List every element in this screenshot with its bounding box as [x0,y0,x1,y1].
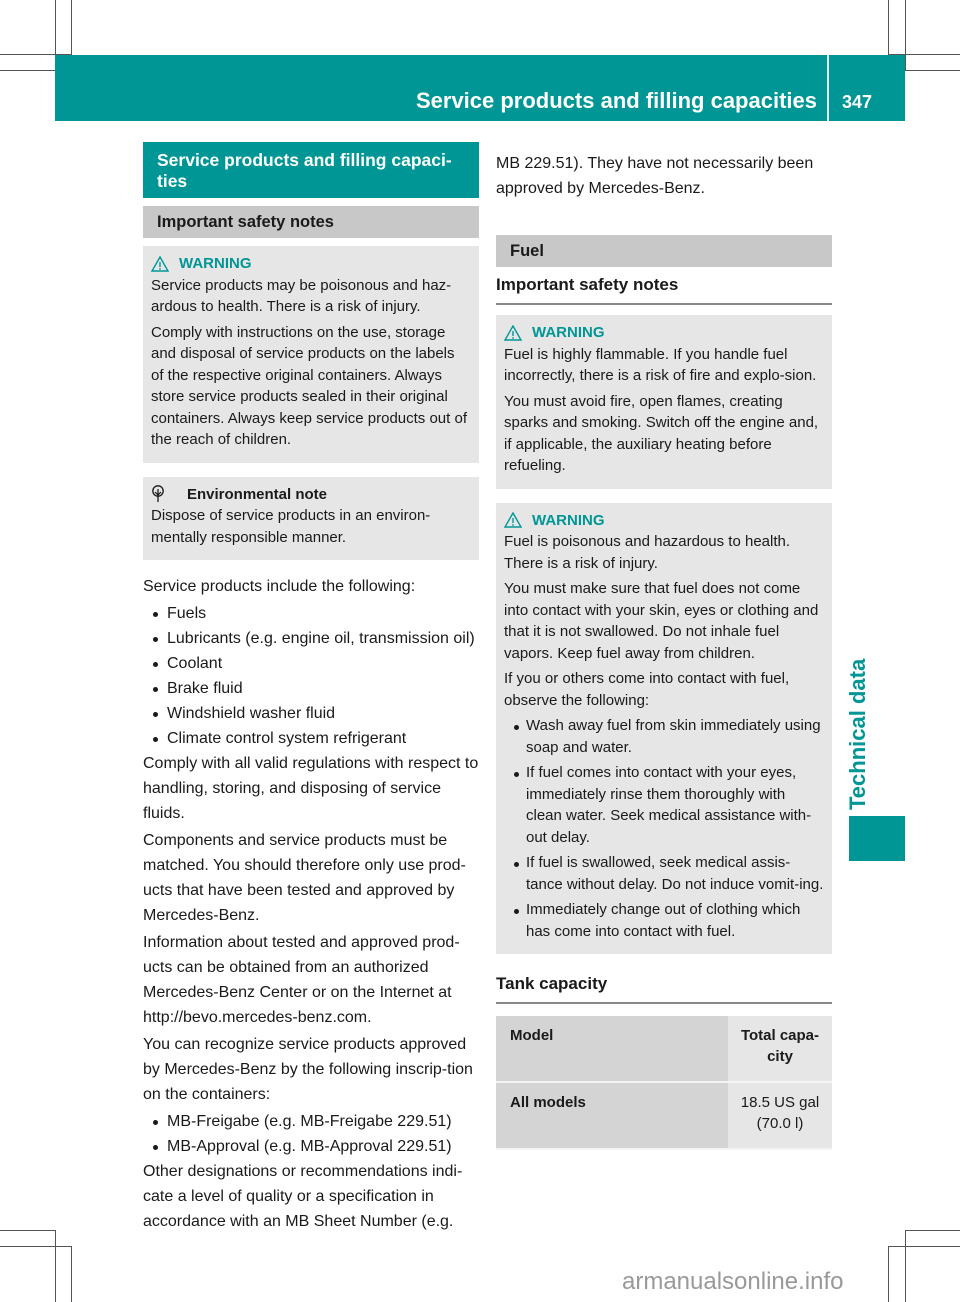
paragraph: You can recognize service products approved by Mercedes-Benz by the following inscrip-tion on the containers: [143,1036,473,1103]
environmental-note-box [143,477,479,561]
fuel-heading: Fuel [496,235,832,267]
list-item: Climate control system refrigerant [143,726,479,751]
env-note-text: Dispose of service products in an environ-mentally responsible manner. [151,507,431,546]
warning-triangle-icon [151,256,169,272]
crop-mark [55,0,56,55]
table-row [496,1082,832,1149]
list-item: If fuel is swallowed, seek medical assis-tance without delay. Do not induce vomit-ing. [504,852,824,895]
warning-label: WARNING [532,511,605,529]
paragraph: Components and service products must be matched. You should therefore only use prod-ucts that have been tested and approved by Mercedes-Benz. [143,832,466,924]
warning-paragraph: You must make sure that fuel does not come into contact with your skin, eyes or clothing and that it is not swallowed. Do not inhale fuel vapors. Keep fuel away from children. [504,580,819,662]
products-list [143,601,479,751]
warning-paragraph: If you or others come into contact with fuel, observe the following: [504,670,790,709]
intro-text: Service products include the following: [143,578,416,595]
warning-label: WARNING [532,324,605,341]
list-item: Wash away fuel from skin immediately using soap and water. [504,715,824,758]
env-note-label: Environmental note [187,485,328,503]
list-item: If fuel comes into contact with your eyes, immediately rinse them thoroughly with clean water. Seek medical assistance with-out delay. [504,762,824,848]
section-heading: Service products and filling capaci-ties [143,142,479,198]
page-number: 347 [842,92,873,112]
inscriptions-list [143,1109,479,1159]
list-item: Lubricants (e.g. engine oil, transmission oil) [143,626,479,651]
tank-capacity-heading: Tank capacity [496,972,832,1004]
subsection-heading: Important safety notes [143,206,479,238]
cell-model: All models [496,1082,728,1149]
crop-mark [905,0,906,71]
warning-title [151,253,471,275]
crop-mark [0,70,55,71]
crop-mark [905,1230,906,1302]
env-note-title [151,484,471,506]
warning-paragraph: Comply with instructions on the use, storage and disposal of service products on the labels of the respective original containers. Always store service products sealed in their original containers. Always keep service products out of the reach of children. [151,323,467,448]
crop-mark [888,1246,889,1302]
crop-mark [888,0,889,55]
warning-triangle-icon [504,512,522,528]
crop-mark [71,0,72,55]
crop-mark [71,1246,72,1302]
warning-title [504,510,824,532]
table-header-row [496,1016,832,1082]
cell-capacity: 18.5 US gal (70.0 l) [728,1082,832,1149]
crop-mark [888,1246,960,1247]
crop-mark [905,1230,960,1231]
paragraph: Information about tested and approved prod-ucts can be obtained from an authorized Mercedes-Benz Center or on the Internet at http://bevo.mercedes-benz.com. [143,934,460,1026]
fuel-safety-heading: Important safety notes [496,273,832,305]
list-item: MB-Approval (e.g. MB-Approval 229.51) [143,1134,479,1159]
column-header-model: Model [496,1016,728,1082]
running-section-title: Service products and filling capacities [55,55,829,121]
paragraph: Comply with all valid regulations with respect to handling, storing, and disposing of service fluids. [143,755,479,822]
body-text [143,574,479,1234]
chapter-tab-label: Technical data [845,658,870,810]
warning-title [504,322,824,344]
list-item: Immediately change out of clothing which has come into contact with fuel. [504,899,824,942]
warning-paragraph: Fuel is poisonous and hazardous to health. There is a risk of injury. [504,533,791,572]
list-item: Coolant [143,651,479,676]
crop-mark [55,1230,56,1302]
chapter-tab-marker [849,816,905,861]
warning-paragraph: Fuel is highly flammable. If you handle fuel incorrectly, there is a risk of fire and explo-sion. [504,345,817,384]
left-column [143,142,479,1236]
crop-mark [0,1230,55,1231]
warning-paragraph: You must avoid fire, open flames, creating sparks and smoking. Switch off the engine and, if applicable, the auxiliary heating before refueling. [504,392,819,474]
tank-capacity-table [496,1016,832,1150]
watermark: armanualsonline.info [622,1268,844,1295]
warning-box [143,246,479,463]
environmental-leaf-icon [151,485,165,503]
column-header-capacity: Total capa-city [728,1016,832,1082]
paragraph: Other designations or recommendations indi-cate a level of quality or a specification in accordance with an MB Sheet Number (e.g. [143,1163,463,1230]
paragraph: MB 229.51). They have not necessarily been approved by Mercedes-Benz. [496,155,814,197]
warning-label: WARNING [179,255,252,272]
list-item: Fuels [143,601,479,626]
crop-mark [0,1246,72,1247]
first-aid-list [504,715,824,942]
warning-box [496,503,832,955]
crop-mark [905,70,960,71]
list-item: Brake fluid [143,676,479,701]
right-column [496,142,832,1150]
warning-paragraph: Service products may be poisonous and haz-ardous to health. There is a risk of injury. [151,276,452,315]
warning-triangle-icon [504,325,522,341]
list-item: MB-Freigabe (e.g. MB-Freigabe 229.51) [143,1109,479,1134]
warning-box [496,315,832,489]
continuation-text [496,151,832,201]
list-item: Windshield washer fluid [143,701,479,726]
